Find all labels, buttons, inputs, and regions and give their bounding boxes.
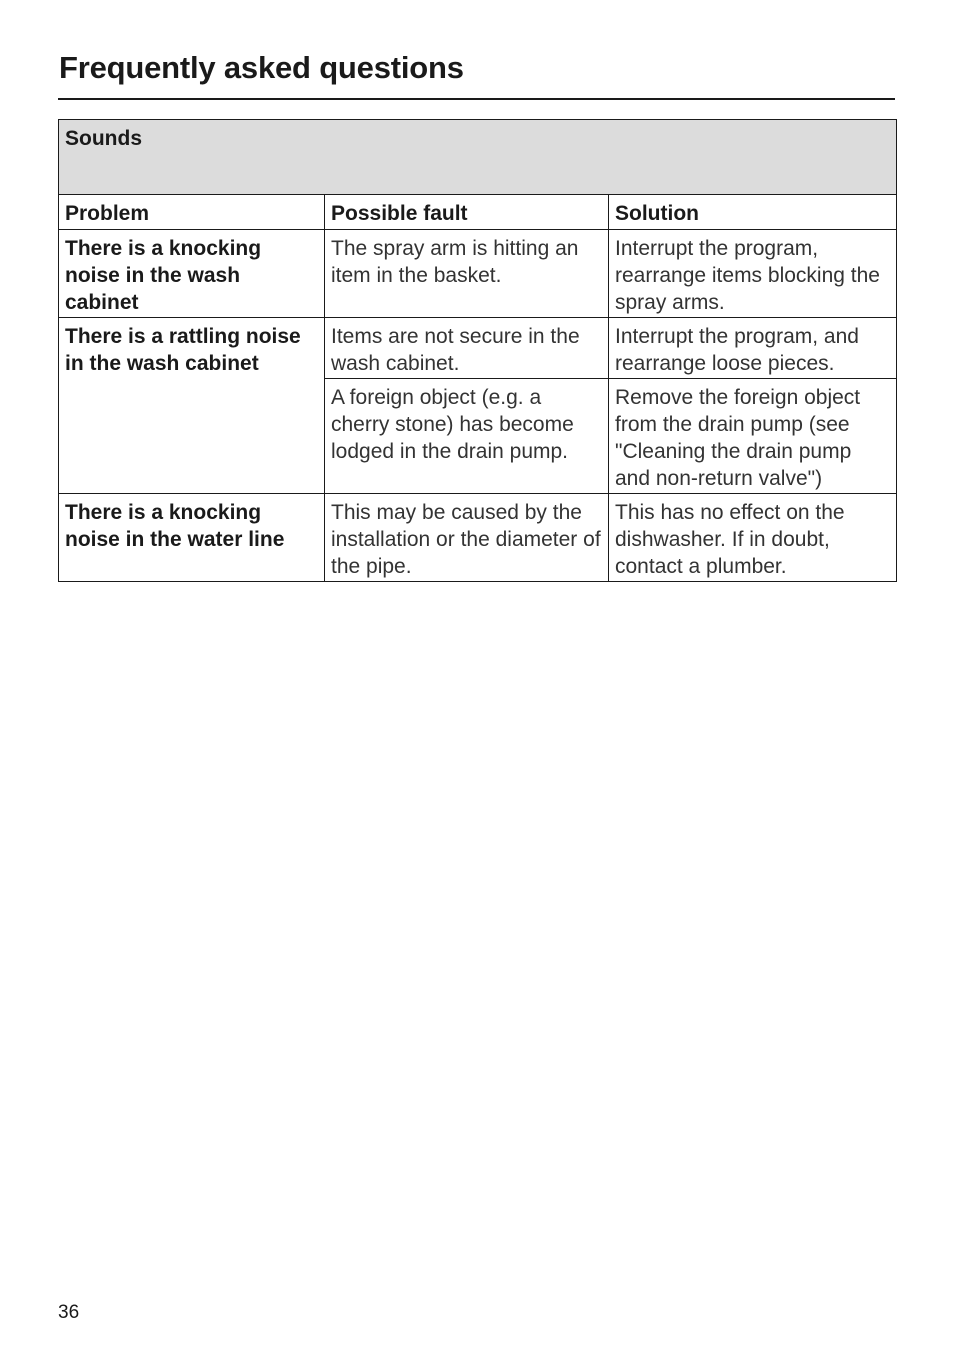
column-header-row (59, 195, 897, 230)
page-title: Frequently asked questions (59, 50, 464, 85)
column-header-problem: Problem (59, 195, 325, 230)
table-row (59, 494, 897, 582)
solution-cell: Interrupt the program, and rearrange loose pieces. (609, 318, 897, 379)
column-header-fault: Possible fault (325, 195, 609, 230)
fault-cell: A foreign object (e.g. a cherry stone) has become lodged in the drain pump. (325, 379, 609, 494)
fault-cell: This may be caused by the installation or the diameter of the pipe. (325, 494, 609, 582)
section-header-row (59, 120, 897, 195)
page-number: 36 (58, 1302, 80, 1323)
solution-cell: Interrupt the program, rearrange items blocking the spray arms. (609, 230, 897, 318)
section-title: Sounds (59, 120, 897, 195)
table-row (59, 318, 897, 379)
fault-cell: The spray arm is hitting an item in the basket. (325, 230, 609, 318)
solution-cell: This has no effect on the dishwasher. If in doubt, contact a plumber. (609, 494, 897, 582)
problem-cell: There is a knocking noise in the water line (59, 494, 325, 582)
faq-table (58, 119, 897, 582)
problem-cell: There is a rattling noise in the wash cabinet (59, 318, 325, 494)
solution-cell: Remove the foreign object from the drain pump (see "Cleaning the drain pump and non-return valve") (609, 379, 897, 494)
title-divider (58, 98, 895, 100)
column-header-solution: Solution (609, 195, 897, 230)
fault-cell: Items are not secure in the wash cabinet. (325, 318, 609, 379)
problem-cell: There is a knocking noise in the wash cabinet (59, 230, 325, 318)
table-row (59, 230, 897, 318)
